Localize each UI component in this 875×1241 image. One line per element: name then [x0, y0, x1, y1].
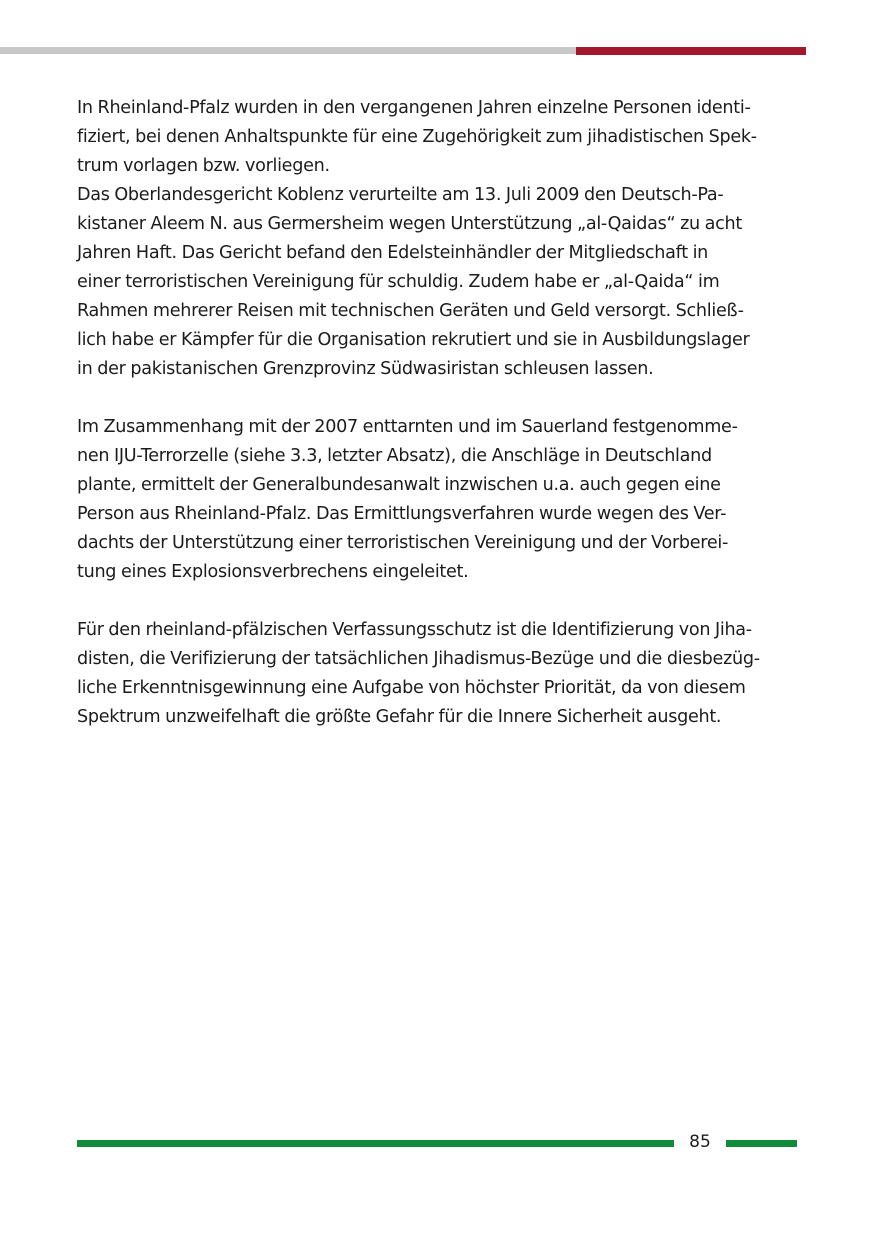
text-line: Person aus Rheinland-Pfalz. Das Ermittlungsverfahren wurde wegen des Ver- [77, 504, 727, 524]
paragraph-1 [77, 94, 803, 384]
header-rule-gray [0, 47, 576, 54]
text-line: Für den rheinland-pfälzischen Verfassungsschutz ist die Identifizierung von Jiha- [77, 620, 752, 640]
text-line: trum vorlagen bzw. vorliegen. [77, 156, 330, 176]
page-number: 85 [689, 1132, 711, 1152]
text-line: Rahmen mehrerer Reisen mit technischen Geräten und Geld versorgt. Schließ- [77, 301, 744, 321]
text-line: Jahren Haft. Das Gericht befand den Edelsteinhändler der Mitgliedschaft in [77, 243, 709, 263]
footer-rule-right [726, 1140, 797, 1147]
text-line: Spektrum unzweifelhaft die größte Gefahr für die Innere Sicherheit ausgeht. [77, 707, 722, 727]
header-rule-accent [576, 47, 806, 55]
text-line: liche Erkenntnisgewinnung eine Aufgabe von höchster Priorität, da von diesem [77, 678, 746, 698]
text-line: In Rheinland-Pfalz wurden in den vergangenen Jahren einzelne Personen identi- [77, 98, 751, 118]
text-line: nen IJU-Terrorzelle (siehe 3.3, letzter Absatz), die Anschläge in Deutschland [77, 446, 712, 466]
text-line: Im Zusammenhang mit der 2007 enttarnten und im Sauerland festgenomme- [77, 417, 738, 437]
text-line: tung eines Explosionsverbrechens eingeleitet. [77, 562, 469, 582]
text-line: Das Oberlandesgericht Koblenz verurteilte am 13. Juli 2009 den Deutsch-Pa- [77, 185, 724, 205]
text-line: in der pakistanischen Grenzprovinz Südwasiristan schleusen lassen. [77, 359, 654, 379]
text-line: einer terroristischen Vereinigung für schuldig. Zudem habe er „al-Qaida“ im [77, 272, 720, 292]
body-text [77, 94, 803, 732]
paragraph-2 [77, 413, 803, 587]
text-line: lich habe er Kämpfer für die Organisation rekrutiert und sie in Ausbildungslager [77, 330, 750, 350]
text-line: dachts der Unterstützung einer terroristischen Vereinigung und der Vorberei- [77, 533, 729, 553]
text-line: fiziert, bei denen Anhaltspunkte für eine Zugehörigkeit zum jihadistischen Spek- [77, 127, 757, 147]
text-line: plante, ermittelt der Generalbundesanwalt inzwischen u.a. auch gegen eine [77, 475, 721, 495]
footer-rule-left [77, 1140, 674, 1147]
text-line: kistaner Aleem N. aus Germersheim wegen Unterstützung „al-Qaidas“ zu acht [77, 214, 742, 234]
paragraph-3 [77, 616, 803, 732]
text-line: disten, die Verifizierung der tatsächlichen Jihadismus-Bezüge und die diesbezüg- [77, 649, 760, 669]
